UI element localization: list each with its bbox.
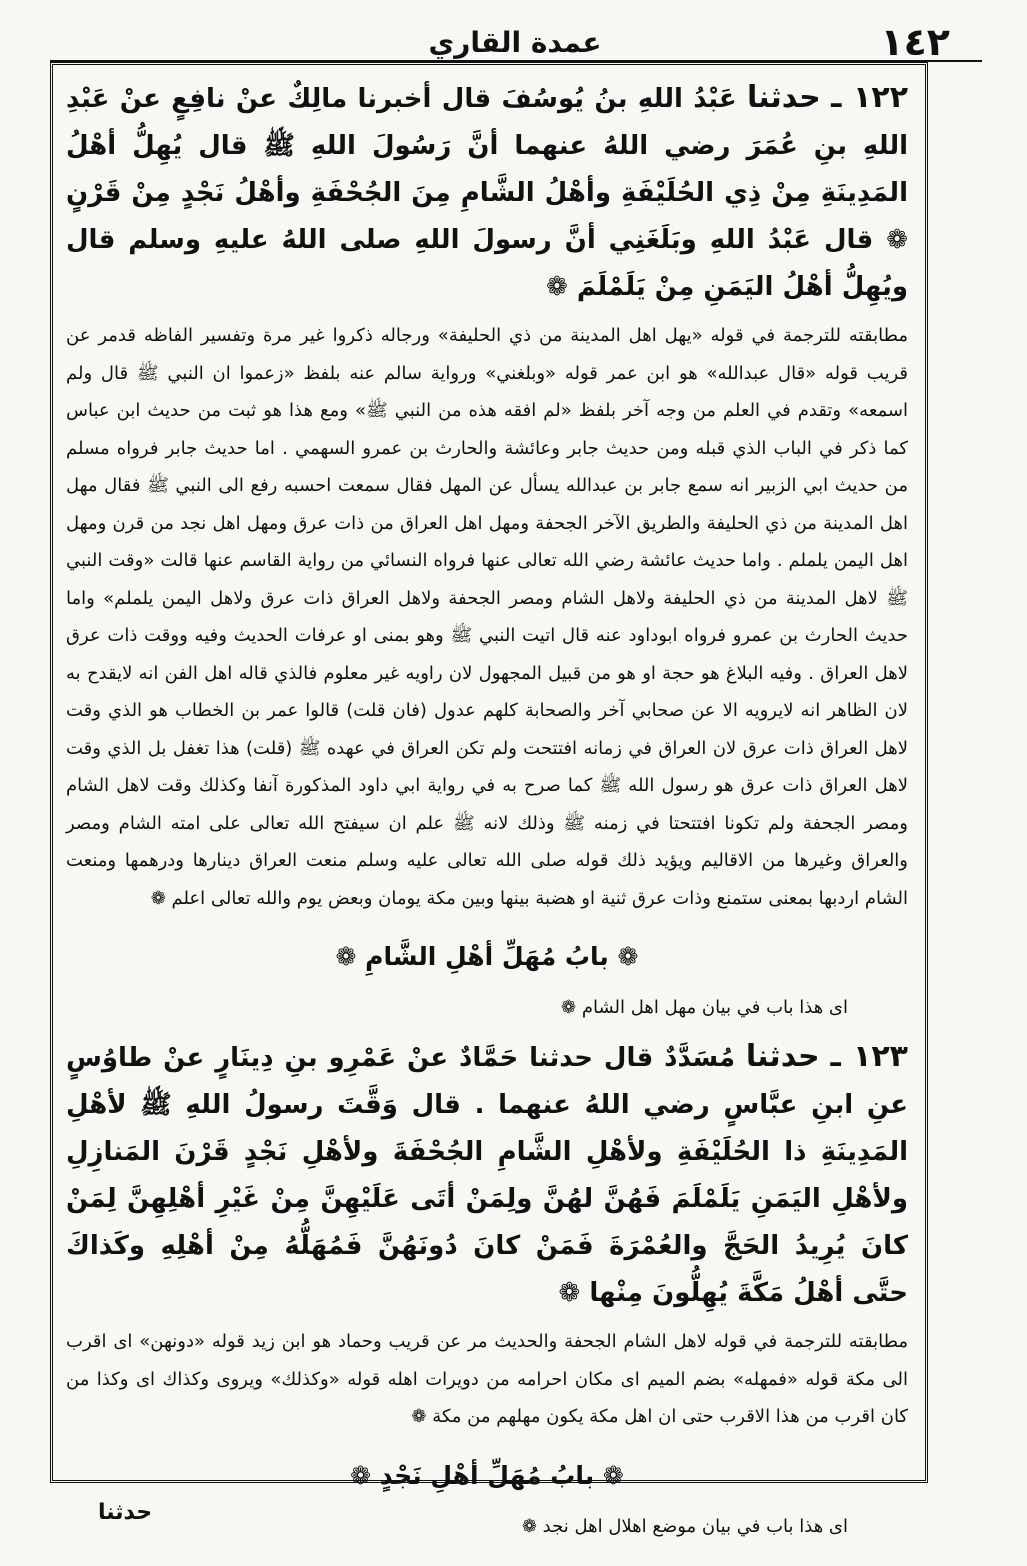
hadith-123: [66, 1033, 908, 1317]
hadith-number: ١٢٣ ـ: [830, 1039, 908, 1074]
commentary-123: مطابقته للترجمة في قوله لاهل الشام الجحفة والحديث مر عن قريب وحماد هو ابن زيد قوله «دونهن» اى اقرب الى مكة قوله «فمهله» بضم الميم اى مكان احرامه من دويرات اهله قوله «وكذلك» ويروى وكذاك اى وكذا من كان اقرب من هذا الاقرب حتى ان اهل مكة يكون مهلهم من مكة ❁: [66, 1331, 908, 1427]
running-title: عمدة القاري: [428, 26, 602, 59]
page-body: [66, 74, 909, 1537]
hadith-text: مُسَدَّدٌ قال حدثنا حَمَّادٌ عنْ عَمْرِو بنِ دِينَارٍ عنْ طاوُسٍ عنِ ابنِ عبَّاسٍ رضي اللهُ عنهما . قال وَقَّتَ رسولُ اللهِ ﷺ لأهْلِ المَدِينَةِ ذا الحُلَيْفَةِ ولأهْلِ الشَّامِ الجُحْفَةَ ولأهْلِ نَجْدٍ قَرْنَ المَنازِلِ ولأهْلِ اليَمَنِ يَلَمْلَمَ فَهُنَّ لهُنَّ ولِمَنْ أتَى عَلَيْهِنَّ مِنْ غَيْرِ أهْلِهِنَّ لِمَنْ كانَ يُرِيدُ الحَجَّ والعُمْرَةَ فَمَنْ كانَ دُونَهُنَّ فَمُهَلُّهُ مِنْ أهْلِهِ وكَذاكَ حتَّى أهْلُ مَكَّةَ يُهِلُّونَ مِنْها ❁: [66, 1043, 908, 1308]
hadith-text: عَبْدُ اللهِ بنُ يُوسُفَ قال أخبرنا مالِكٌ عنْ نافِعٍ عنْ عَبْدِ اللهِ بنِ عُمَرَ رضي اللهُ عنهما أنَّ رَسُولَ اللهِ ﷺ قال يُهِلُّ أهْلُ المَدِينَةِ مِنْ ذِي الحُلَيْفَةِ وأهْلُ الشَّامِ مِنَ الجُحْفَةِ وأهْلُ نَجْدٍ مِنْ قَرْنٍ ❁ قال عَبْدُ اللهِ وبَلَغَنِي أنَّ رسولَ اللهِ صلى اللهُ عليهِ وسلم قال ويُهِلُّ أهْلُ اليَمَنِ مِنْ يَلَمْلَمَ ❁: [66, 84, 908, 302]
page-number: ١٤٢: [880, 20, 950, 64]
chapter-heading: ❁ بابُ مُهَلِّ أهْلِ نَجْدٍ ❁: [350, 1460, 624, 1490]
hadith-number: ١٢٢ ـ: [831, 80, 909, 115]
page-header: [40, 18, 990, 64]
hadith-lead-word: حدثنا: [745, 1039, 820, 1074]
chapter-note: اى هذا باب في بيان موضع اهلال اهل نجد ❁: [521, 1515, 848, 1537]
catchword: حدثنا: [98, 1500, 153, 1525]
chapter-note: اى هذا باب في بيان مهل اهل الشام ❁: [561, 997, 848, 1018]
hadith-lead-word: حدثنا: [747, 80, 821, 115]
chapter-heading: ❁ بابُ مُهَلِّ أهْلِ الشَّامِ ❁: [335, 942, 639, 971]
hadith-122: [66, 74, 908, 311]
commentary-122: مطابقته للترجمة في قوله «يهل اهل المدينة من ذي الحليفة» ورجاله ذكروا غير مرة وتفسير الفاظه قدمر عن قريب قوله «قال عبدالله» هو ابن عمر قوله «وبلغني» ورواية سالم عنه بلفظ «زعموا ان النبي ﷺ قال ولم اسمعه» وتقدم في العلم من وجه آخر بلفظ «لم افقه هذه من النبي ﷺ» ومع هذا هو ثبت من حديث ابن عباس كما ذكر في الباب الذي قبله ومن حديث جابر وعائشة والحارث بن عمرو السهمي . اما حديث جابر فرواه مسلم من حديث ابي الزبير انه سمع جابر بن عبدالله يسأل عن المهل فقال سمعت احسبه رفع الى النبي ﷺ فقال مهل اهل المدينة من ذي الحليفة والطريق الآخر الجحفة ومهل اهل العراق من ذات عرق ومهل اهل نجد من قرن ومهل اهل اليمن يلملم . واما حديث عائشة رضي الله تعالى عنها فرواه النسائي من رواية القاسم عنها قالت «وقت النبي ﷺ لاهل المدينة من ذي الحليفة ولاهل الشام ومصر الجحفة ولاهل العراق ذات عرق ولاهل اليمن يلملم» واما حديث الحارث بن عمرو فرواه ابوداود عنه قال اتيت النبي ﷺ وهو بمنى او عرفات الحديث وفيه ووقت ذات عرق لاهل العراق . وفيه البلاغ هو حجة او هو من قبيل المجهول لان راويه غير معلوم فالذي قاله اهل الفن انه لايقدح به لان الظاهر انه لايرويه الا عن صحابي آخر والصحابة كلهم عدول (فان قلت) قالوا عمر بن الخطاب هو الذي وقت لاهل العراق ذات عرق لان العراق في زمانه افتتحت ولم تكن العراق في عهده ﷺ (قلت) هذا تغفل بل الذي وقت لاهل العراق ذات عرق هو رسول الله ﷺ كما صرح به في رواية ابي داود المذكورة آنفا وكذلك وقت لاهل الشام ومصر الجحفة ولم تكونا افتتحتا في زمنه ﷺ وذلك لانه ﷺ علم ان سيفتح الله تعالى على امته الشام ومصر والعراق وغيرها من الاقاليم ويؤيد ذلك قوله صلى الله تعالى عليه وسلم منعت العراق دينارها ودرهمها ومنعت الشام اردبها بمعنى ستمنع وذات عرق ثنية او هضبة بينها وبين مكة يومان وبعض يوم والله تعالى اعلم ❁: [66, 325, 908, 909]
